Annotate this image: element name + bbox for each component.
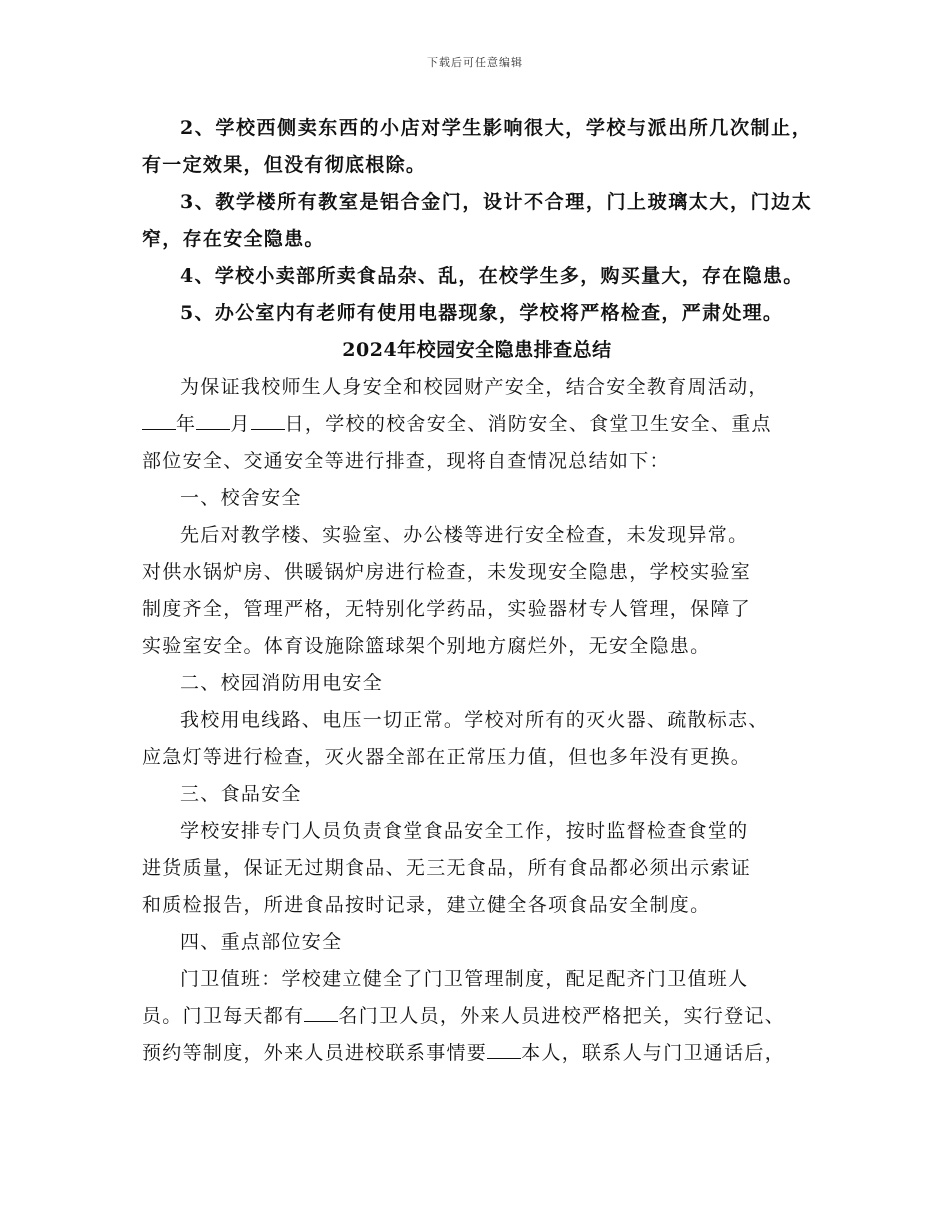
- item-5: 5、办公室内有老师有使用电器现象，学校将严格检查，严肃处理。: [180, 302, 784, 324]
- section4-line-2-a: 员。门卫每天都有: [142, 1005, 305, 1027]
- section2-line-2: 应急灯等进行检查，灭火器全部在正常压力值，但也多年没有更换。: [142, 746, 752, 768]
- section-heading-3: 三、食品安全: [180, 783, 302, 805]
- item-4: 4、学校小卖部所卖食品杂、乱，在校学生多，购买量大，存在隐患。: [180, 265, 804, 287]
- blank-field: [142, 411, 176, 430]
- section-heading-1: 一、校舍安全: [180, 487, 302, 509]
- section4-line-1: 门卫值班：学校建立健全了门卫管理制度，配足配齐门卫值班人: [180, 968, 749, 990]
- section1-line-1: 先后对教学楼、实验室、办公楼等进行安全检查，未发现异常。: [180, 524, 749, 546]
- blank-field: [487, 1040, 521, 1059]
- intro-line-1: 为保证我校师生人身安全和校园财产安全，结合安全教育周活动，: [180, 376, 769, 398]
- section1-line-2: 对供水锅炉房、供暖锅炉房进行检查，未发现安全隐患，学校实验室: [142, 561, 752, 583]
- section4-line-2: [142, 998, 812, 1035]
- intro-line-2-text: 日，学校的校舍安全、消防安全、食堂卫生安全、重点: [284, 413, 772, 435]
- section4-line-2-b: 名门卫人员，外来人员进校严格把关，实行登记、: [338, 1005, 786, 1027]
- blank-field: [304, 1003, 338, 1022]
- intro-line-3: 部位安全、交通安全等进行排查，现将自查情况总结如下：: [142, 450, 670, 472]
- blank-field: [251, 411, 285, 430]
- document-title: 2024年校园安全隐患排查总结: [342, 339, 612, 361]
- section3-line-1: 学校安排专门人员负责食堂食品安全工作，按时监督检查食堂的: [180, 820, 749, 842]
- section1-line-4: 实验室安全。体育设施除篮球架个别地方腐烂外，无安全隐患。: [142, 635, 711, 657]
- intro-line-2: [142, 406, 812, 443]
- section3-line-2: 进货质量，保证无过期食品、无三无食品，所有食品都必须出示索证: [142, 857, 752, 879]
- section4-line-3-a: 预约等制度，外来人员进校联系事情要: [142, 1042, 488, 1064]
- item-3: 3、教学楼所有教室是铝合金门，设计不合理，门上玻璃太大，门边太窄，存在安全隐患。: [142, 191, 812, 250]
- blank-field: [196, 411, 230, 430]
- section3-line-3: 和质检报告，所进食品按时记录，建立健全各项食品安全制度。: [142, 894, 711, 916]
- document-body: [142, 110, 812, 1072]
- section-heading-4: 四、重点部位安全: [180, 931, 343, 953]
- section4-line-3-b: 本人，联系人与门卫通话后，: [521, 1042, 786, 1064]
- intro-month-label: 月: [230, 413, 251, 435]
- section4-line-3: [142, 1035, 812, 1072]
- section2-line-1: 我校用电线路、电压一切正常。学校对所有的灭火器、疏散标志、: [180, 709, 769, 731]
- section1-line-3: 制度齐全，管理严格，无特别化学药品，实验器材专人管理，保障了: [142, 598, 752, 620]
- intro-year-label: 年: [176, 413, 197, 435]
- section-heading-2: 二、校园消防用电安全: [180, 672, 384, 694]
- page-header: 下载后可任意编辑: [427, 56, 523, 69]
- item-2: 2、学校西侧卖东西的小店对学生影响很大，学校与派出所几次制止，有一定效果，但没有彻底根除。: [142, 117, 812, 176]
